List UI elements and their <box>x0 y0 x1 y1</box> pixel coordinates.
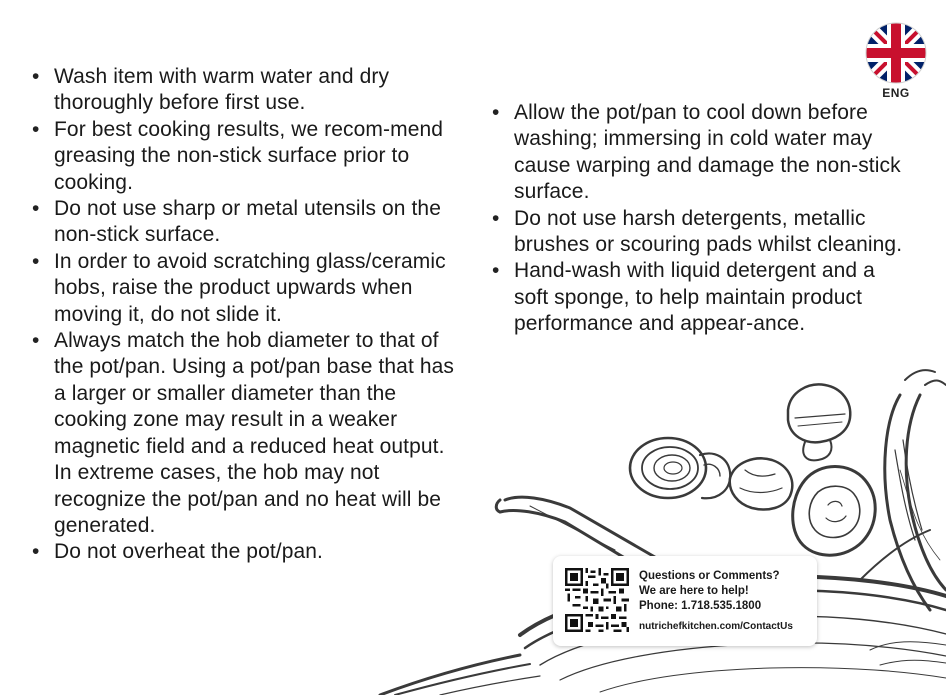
instruction-item: • Do not use sharp or metal utensils on the non-stick surface. <box>28 196 458 249</box>
contact-phone[interactable]: Phone: 1.718.535.1800 <box>639 600 762 612</box>
language-label: ENG <box>882 86 910 100</box>
contact-url-link[interactable]: nutrichefkitchen.com/ContactUs <box>639 621 793 632</box>
instruction-item: • Always match the hob diameter to that of the pot/pan. Using a pot/pan base that has a larger or smaller diameter than the cooking zone may result in a weaker magnetic field and a reduced heat output. In extreme cases, the hob may not recognize the pot/pan and no heat will be generated. <box>28 328 458 539</box>
instruction-item: • Do not overheat the pot/pan. <box>28 539 458 565</box>
instruction-item: • Wash item with warm water and dry thoroughly before first use. <box>28 64 458 117</box>
contact-card <box>553 556 817 646</box>
instructions-left-column <box>28 64 458 566</box>
uk-flag-icon <box>865 22 927 84</box>
instruction-item: • Allow the pot/pan to cool down before washing; immersing in cold water may cause warping and damage the non-stick surface. <box>488 100 908 206</box>
contact-question-text: Questions or Comments? <box>639 570 780 582</box>
tomato-slice-icon <box>793 467 876 556</box>
mushroom-icon-2 <box>730 458 793 509</box>
mushroom-icon <box>788 384 850 460</box>
instruction-item: • Do not use harsh detergents, metallic brushes or scouring pads whilst cleaning. <box>488 206 908 259</box>
onion-slice-icon <box>630 438 730 498</box>
instructions-right-column <box>488 100 908 338</box>
contact-help-text: We are here to help! <box>639 585 749 597</box>
instruction-item: • In order to avoid scratching glass/ceramic hobs, raise the product upwards when moving it, do not slide it. <box>28 249 458 328</box>
instruction-item: • Hand-wash with liquid detergent and a soft sponge, to help maintain product performance and appear-ance. <box>488 258 908 337</box>
instruction-item: • For best cooking results, we recom-mend greasing the non-stick surface prior to cooking. <box>28 117 458 196</box>
qr-code-icon[interactable] <box>565 568 629 632</box>
chili-pepper-icon <box>885 370 946 610</box>
